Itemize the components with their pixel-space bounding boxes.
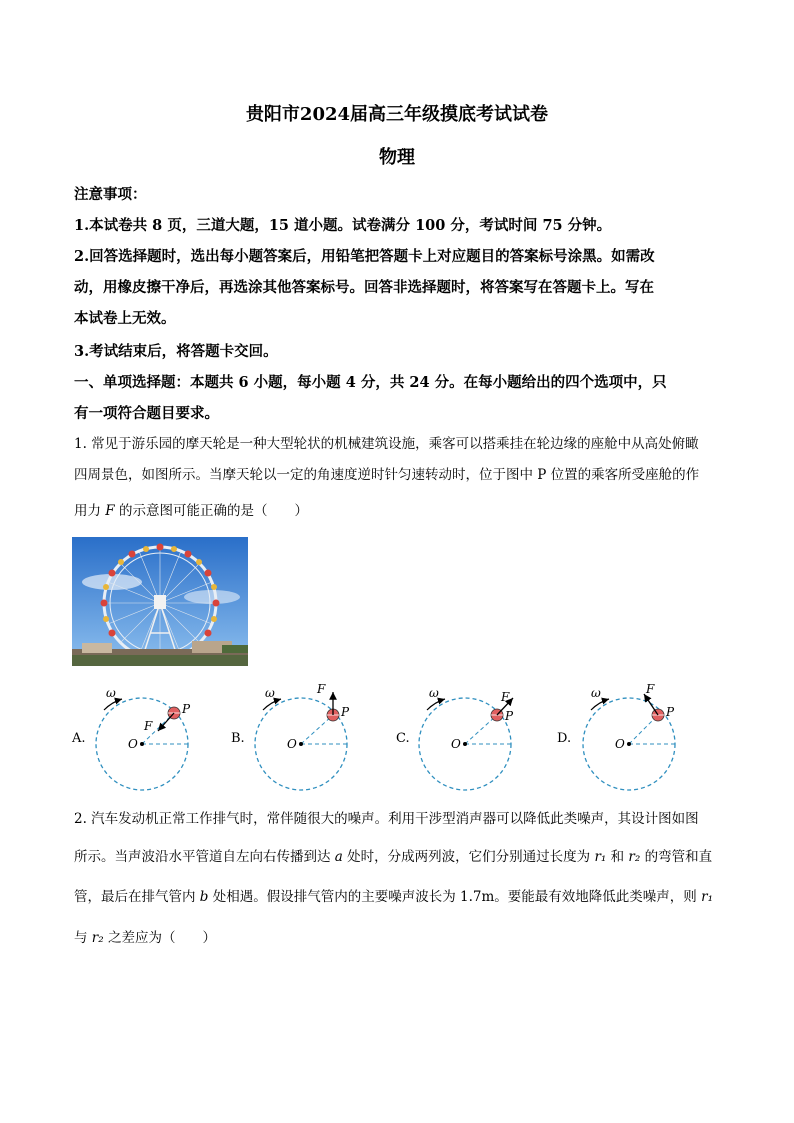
option-b-diagram	[237, 682, 389, 794]
svg-text:P: P	[182, 702, 191, 716]
q1-text-line1: 1. 常见于游乐园的摩天轮是一种大型轮状的机械建筑设施，乘客可以搭乘挂在轮边缘的座舱中从高处俯瞰	[74, 436, 699, 452]
notice-item-2: 2.回答选择题时，选出每小题答案后，用铅笔把答题卡上对应题目的答案标号涂黑。如需改	[74, 248, 655, 265]
svg-text:F: F	[646, 682, 655, 696]
svg-text:P: P	[666, 705, 675, 719]
svg-text:O: O	[451, 737, 461, 751]
option-b-label[interactable]: B.	[231, 731, 245, 746]
svg-text:F: F	[317, 682, 326, 696]
option-a-diagram	[78, 682, 230, 794]
svg-text:ω: ω	[106, 686, 116, 700]
option-a-label[interactable]: A.	[72, 731, 86, 746]
option-c-diagram	[401, 682, 553, 794]
q1-text-line2: 四周景色，如图所示。当摩天轮以一定的角速度逆时针匀速转动时，位于图中 P 位置的乘客所受座舱的作	[74, 467, 700, 483]
option-d-label[interactable]: D.	[557, 731, 572, 746]
section-heading: 一、单项选择题：本题共 6 小题，每小题 4 分，共 24 分。在每小题给出的四个选项中，只	[74, 374, 667, 391]
force-symbol: F	[105, 503, 115, 519]
svg-text:ω: ω	[429, 686, 439, 700]
svg-text:O: O	[615, 737, 625, 751]
exam-title: 贵阳市2024届高三年级摸底考试试卷	[245, 104, 549, 125]
svg-text:P: P	[341, 705, 350, 719]
svg-text:F: F	[144, 719, 153, 733]
svg-text:ω: ω	[591, 686, 601, 700]
q2-text-line2: 所示。当声波沿水平管道自左向右传播到达 a 处时，分成两列波，它们分别通过长度为 r₁ 和 r₂ 的弯管和直	[74, 849, 713, 865]
q2-text-line3: 管，最后在排气管内 b 处相遇。假设排气管内的主要噪声波长为 1.7m。要能最有效地降低此类噪声，则 r₁	[74, 889, 713, 905]
q1-text-line3: 用力 F 的示意图可能正确的是（ ）	[74, 503, 308, 519]
svg-text:ω: ω	[265, 686, 275, 700]
notice-item-3: 3.考试结束后，将答题卡交回。	[74, 343, 278, 360]
svg-text:P: P	[505, 709, 514, 723]
svg-text:O: O	[287, 737, 297, 751]
force-arrow-icon	[158, 713, 174, 731]
notice-heading: 注意事项：	[74, 186, 147, 203]
svg-text:O: O	[128, 737, 138, 751]
notice-item-2-end: 本试卷上无效。	[74, 310, 176, 327]
svg-text:F: F	[501, 690, 510, 704]
option-c-label[interactable]: C.	[396, 731, 410, 746]
q2-text-line4: 与 r₂ 之差应为（ ）	[74, 930, 216, 946]
q2-text-line1: 2. 汽车发动机正常工作排气时，常伴随很大的噪声。利用干涉型消声器可以降低此类噪声，其设计图如图	[74, 811, 699, 827]
notice-item-1: 1.本试卷共 8 页，三道大题，15 道小题。试卷满分 100 分，考试时间 75 分钟。	[74, 217, 612, 234]
option-d-diagram	[565, 682, 717, 794]
section-heading-cont: 有一项符合题目要求。	[74, 405, 219, 422]
notice-item-2-cont: 动，用橡皮擦干净后，再选涂其他答案标号。回答非选择题时，将答案写在答题卡上。写在	[74, 279, 654, 296]
ferris-wheel-photo	[72, 537, 248, 666]
subject-title: 物理	[379, 147, 415, 168]
